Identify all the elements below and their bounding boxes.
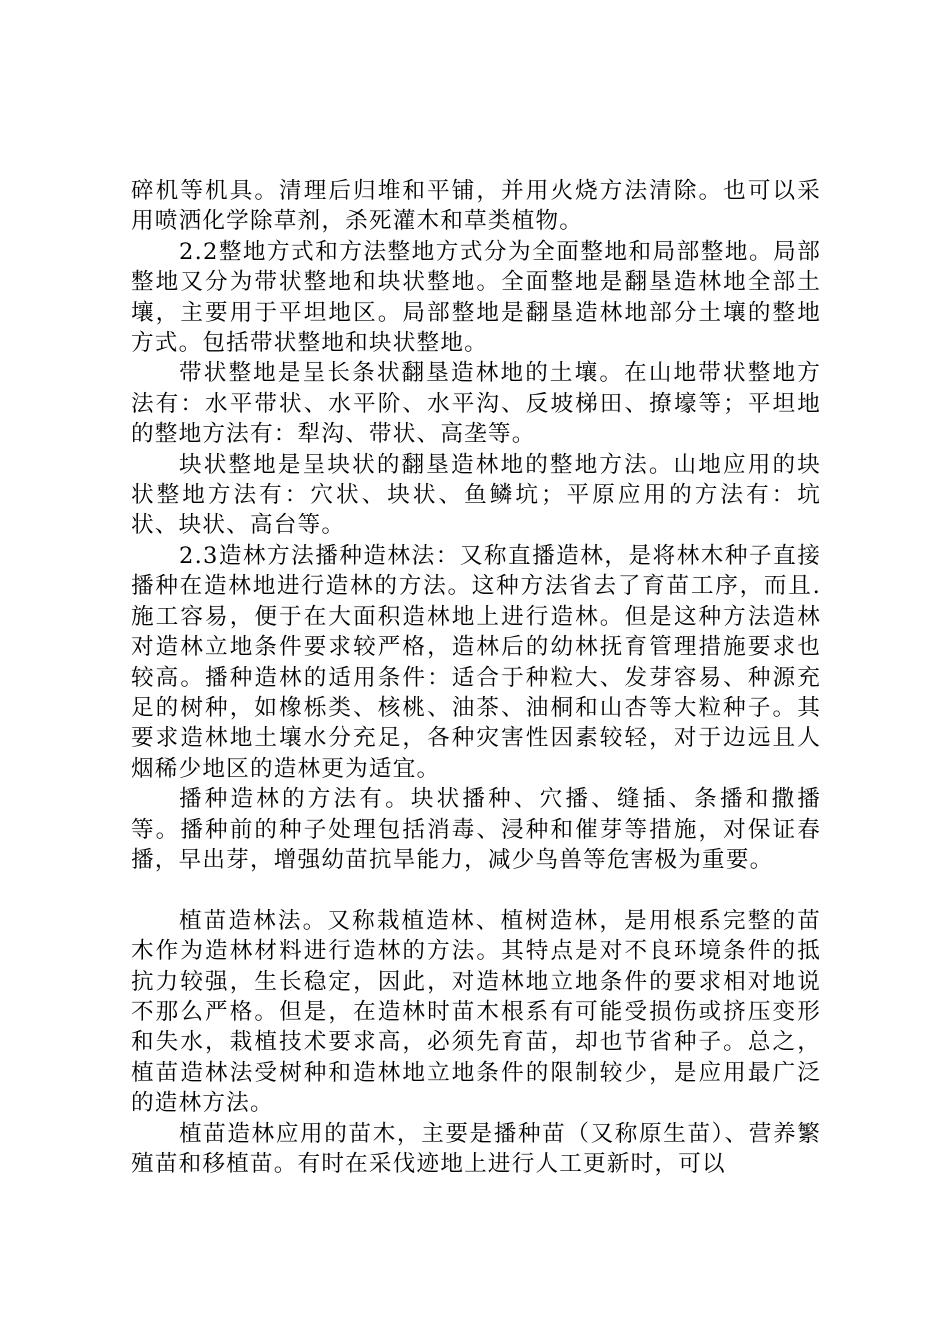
paragraph-4: 块状整地是呈块状的翻垦造林地的整地方法。山地应用的块状整地方法有：穴状、块状、鱼鳞坑；平原应用的方法有：坑状、块状、高台等。 bbox=[131, 451, 821, 539]
document-page bbox=[131, 176, 821, 1179]
paragraph-8: 植苗造林应用的苗木，主要是播种苗（又称原生苗）、营养繁殖苗和移植苗。有时在采伐迹地上进行人工更新时，可以 bbox=[131, 1120, 821, 1177]
paragraph-1: 碎机等机具。清理后归堆和平铺，并用火烧方法清除。也可以采用喷洒化学除草剂，杀死灌木和草类植物。 bbox=[131, 178, 821, 235]
paragraph-7: 植苗造林法。又称栽植造林、植树造林，是用根系完整的苗木作为造林材料进行造林的方法。其特点是对不良环境条件的抵抗力较强，生长稳定，因此，对造林地立地条件的要求相对地说不那么严格。但是，在造林时苗木根系有可能受损伤或挤压变形和失水，栽植技术要求高，必须先育苗，却也节省种子。总之，植苗造林法受树种和造林地立地条件的限制较少，是应用最广泛的造林方法。 bbox=[131, 907, 821, 1117]
paragraph-5: 2.3造林方法播种造林法：又称直播造林，是将林木种子直接播种在造林地进行造林的方法。这种方法省去了育苗工序，而且.施工容易，便于在大面积造林地上进行造林。但是这种方法造林对造林立地条件要求较严格，造林后的幼林抚育管理措施要求也较高。播种造林的适用条件：适合于种粒大、发芽容易、种源充足的树种，如橡栎类、核桃、油茶、油桐和山杏等大粒种子。其要求造林地土壤水分充足，各种灾害性因素较轻，对于边远且人烟稀少地区的造林更为适宜。 bbox=[131, 542, 821, 782]
paragraph-gap bbox=[131, 875, 821, 905]
paragraph-2: 2.2整地方式和方法整地方式分为全面整地和局部整地。局部整地又分为带状整地和块状整地。全面整地是翻垦造林地全部土壤，主要用于平坦地区。局部整地是翻垦造林地部分土壤的整地方式。包括带状整地和块状整地。 bbox=[131, 238, 821, 357]
paragraph-3: 带状整地是呈长条状翻垦造林地的土壤。在山地带状整地方法有：水平带状、水平阶、水平沟、反坡梯田、撩壕等；平坦地的整地方法有：犁沟、带状、高垄等。 bbox=[131, 360, 821, 448]
paragraph-6: 播种造林的方法有。块状播种、穴播、缝插、条播和撒播等。播种前的种子处理包括消毒、浸种和催芽等措施，对保证春播，早出芽，增强幼苗抗旱能力，减少鸟兽等危害极为重要。 bbox=[131, 786, 821, 873]
